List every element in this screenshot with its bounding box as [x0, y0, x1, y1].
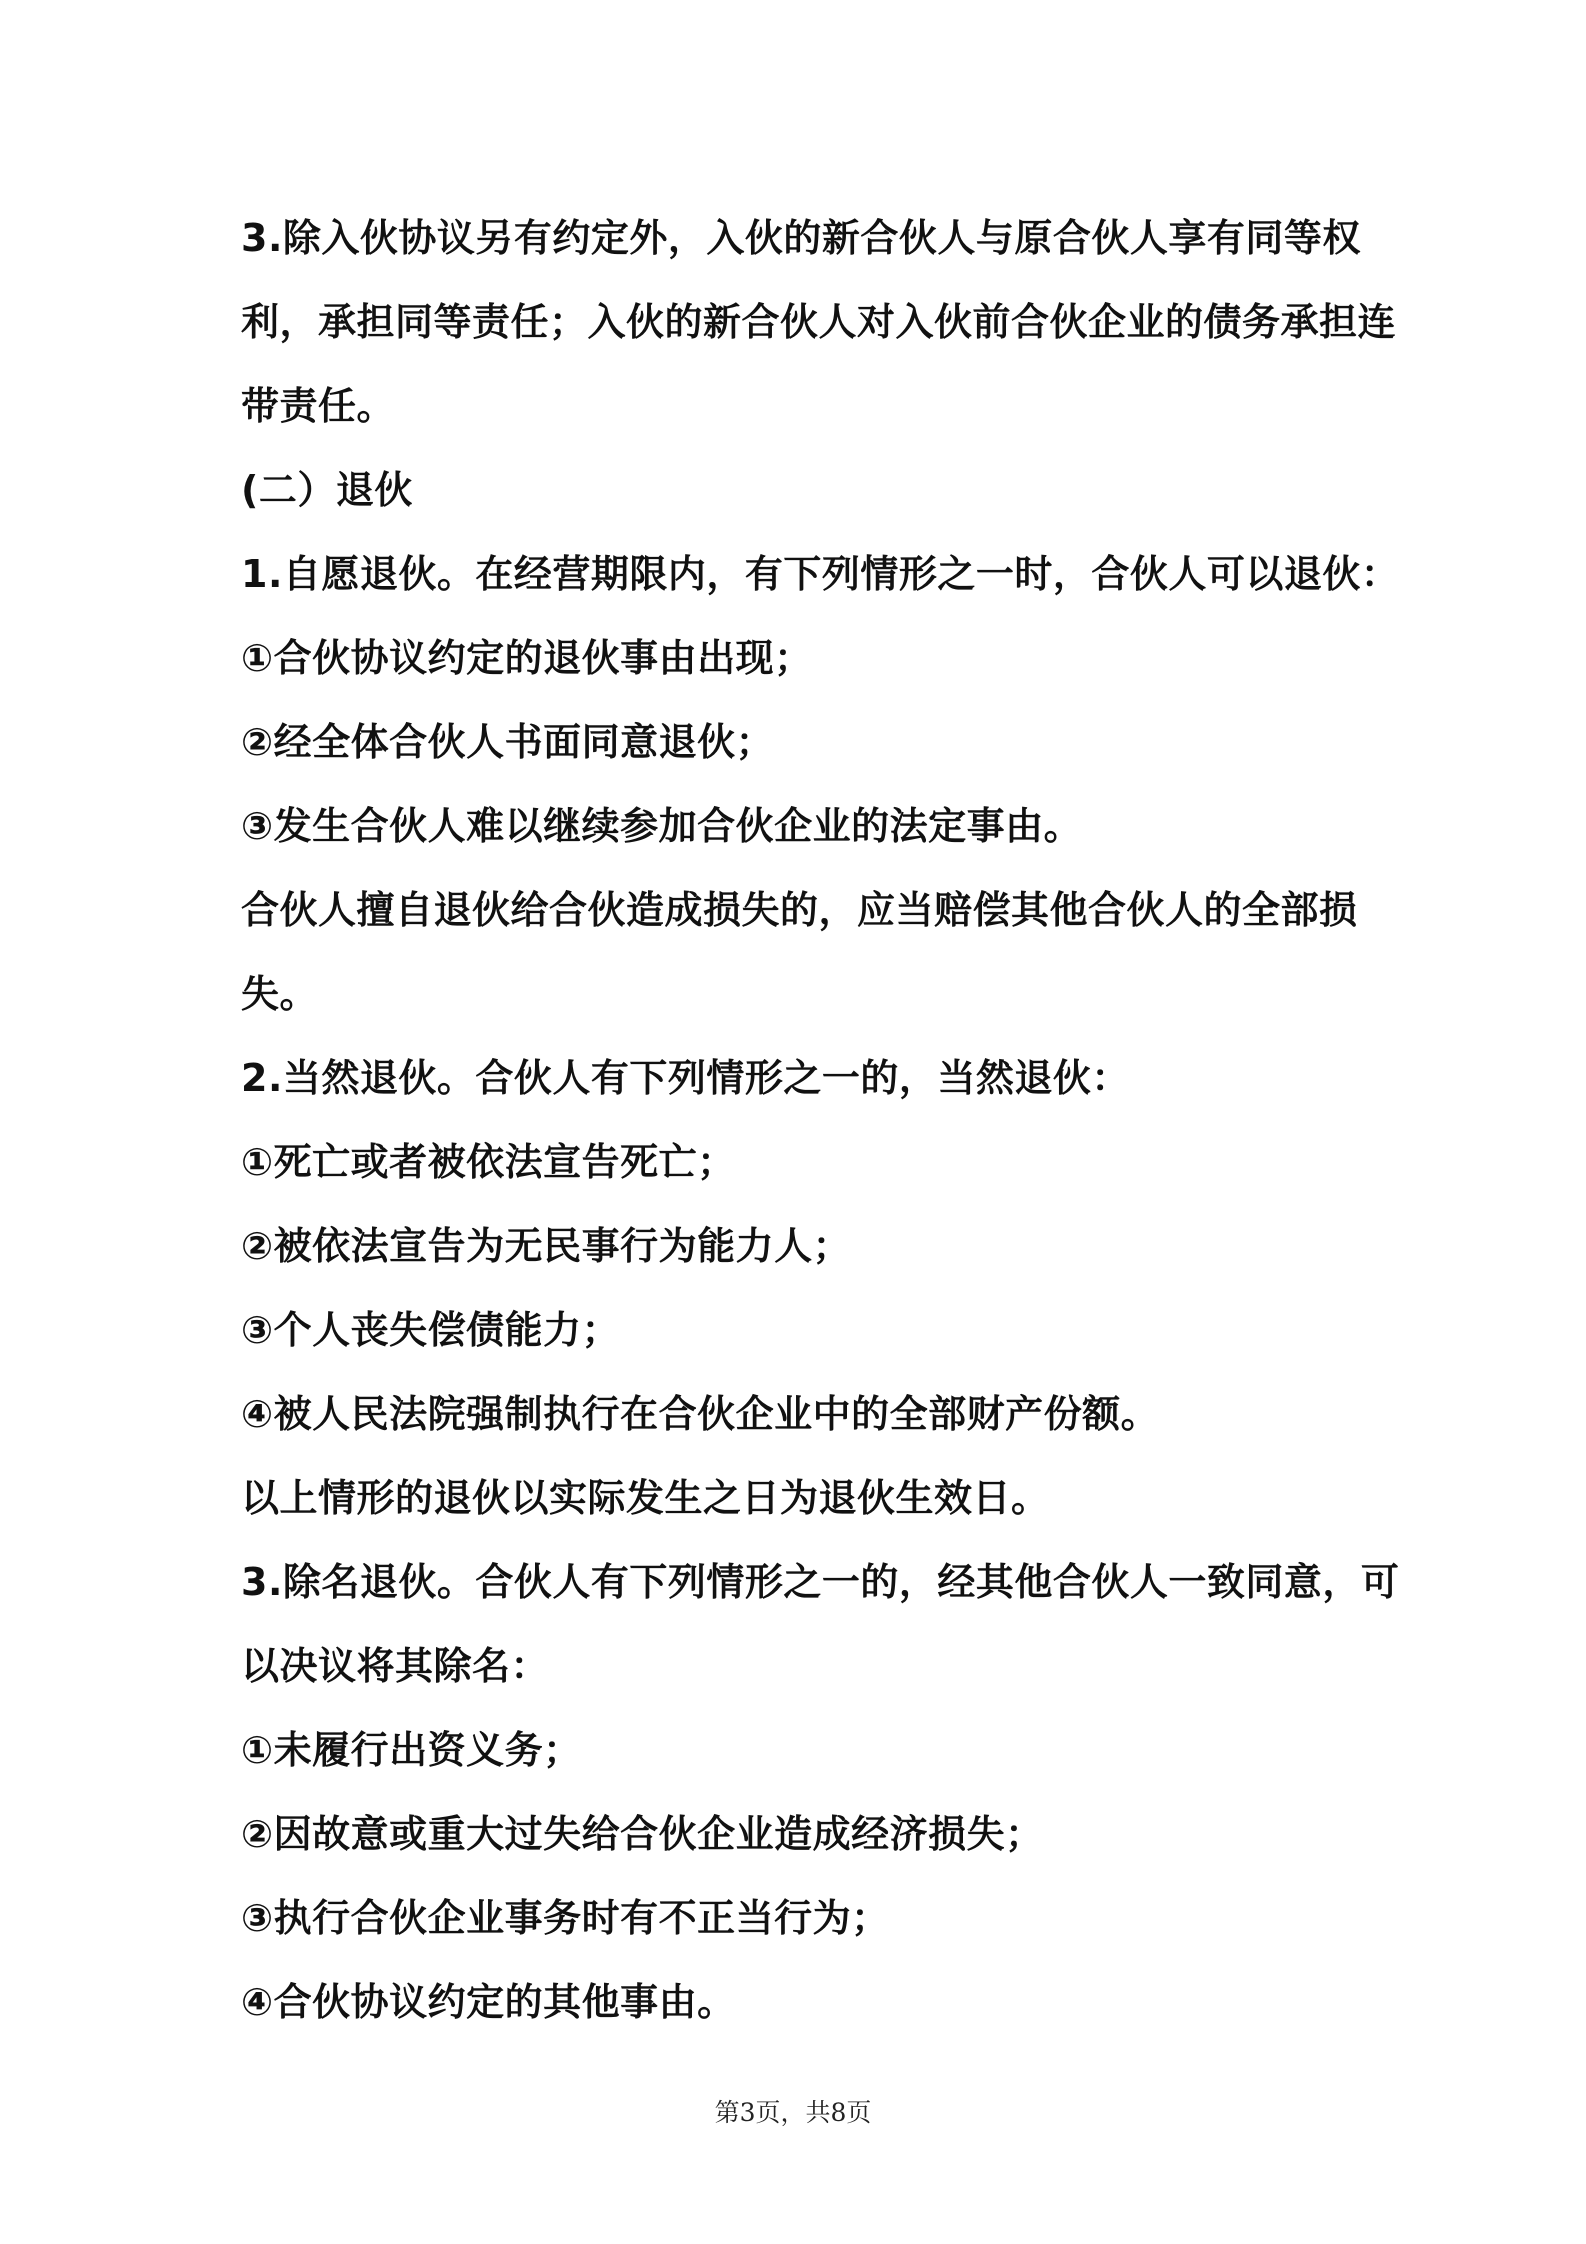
list-item: ②经全体合伙人书面同意退伙；	[241, 720, 775, 764]
paragraph-line: 2.当然退伙。合伙人有下列情形之一的，当然退伙：	[241, 1056, 1130, 1100]
list-item: ①死亡或者被依法宣告死亡；	[241, 1140, 736, 1184]
document-body	[241, 196, 1400, 2044]
list-item: ④被人民法院强制执行在合伙企业中的全部财产份额。	[241, 1392, 1160, 1436]
paragraph-line: 3.除名退伙。合伙人有下列情形之一的，经其他合伙人一致同意，可	[241, 1560, 1400, 1604]
page-number-footer: 第3页，共8页	[714, 2098, 872, 2127]
list-item: ③个人丧失偿债能力；	[241, 1308, 621, 1352]
list-item: ①未履行出资义务；	[241, 1728, 582, 1772]
paragraph-line: 3.除入伙协议另有约定外，入伙的新合伙人与原合伙人享有同等权	[241, 216, 1361, 260]
list-item: ④合伙协议约定的其他事由。	[241, 1980, 736, 2024]
paragraph-line: 利，承担同等责任；入伙的新合伙人对入伙前合伙企业的债务承担连	[241, 300, 1397, 344]
paragraph-line: 以决议将其除名：	[241, 1644, 550, 1688]
list-item: ①合伙协议约定的退伙事由出现；	[241, 636, 813, 680]
section-heading: (二）退伙	[241, 468, 413, 512]
list-item: ③发生合伙人难以继续参加合伙企业的法定事由。	[241, 804, 1083, 848]
list-item: ②因故意或重大过失给合伙企业造成经济损失；	[241, 1812, 1044, 1856]
paragraph-line: 带责任。	[241, 384, 396, 428]
paragraph-line: 以上情形的退伙以实际发生之日为退伙生效日。	[241, 1476, 1050, 1520]
paragraph-line: 合伙人擅自退伙给合伙造成损失的，应当赔偿其他合伙人的全部损	[241, 888, 1358, 932]
paragraph-line: 失。	[241, 972, 319, 1016]
paragraph-line: 1.自愿退伙。在经营期限内，有下列情形之一时，合伙人可以退伙：	[241, 552, 1400, 596]
list-item: ③执行合伙企业事务时有不正当行为；	[241, 1896, 890, 1940]
list-item: ②被依法宣告为无民事行为能力人；	[241, 1224, 852, 1268]
